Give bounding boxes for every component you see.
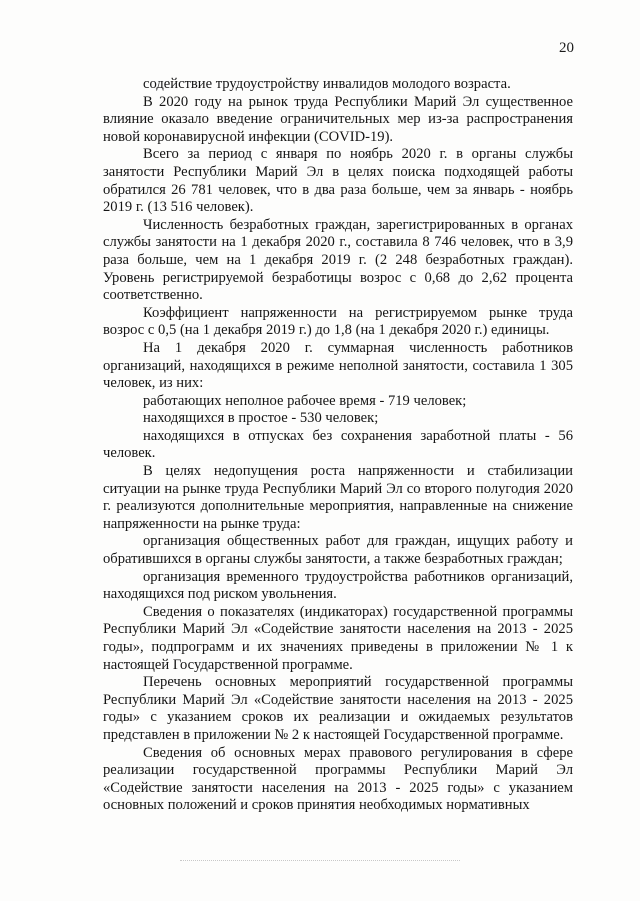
paragraph: Перечень основных мероприятий государственной программы Республики Марий Эл «Содействие занятости населения на 2013 - 2025 годы» с указанием сроков их реализации и ожидаемых результатов представлен в приложении № 2 к настоящей Государственной программе. <box>103 674 573 743</box>
scan-artifact-line <box>180 860 460 863</box>
page-number: 20 <box>559 40 574 56</box>
document-body <box>103 76 573 815</box>
list-item: организация общественных работ для граждан, ищущих работу и обратившихся в органы службы занятости, а также безработных граждан; <box>103 533 573 568</box>
paragraph: В 2020 году на рынок труда Республики Марий Эл существенное влияние оказало введение ограничительных мер из-за распространения новой коронавирусной инфекции (COVID-19). <box>103 93 573 145</box>
paragraph: Коэффициент напряженности на регистрируемом рынке труда возрос с 0,5 (на 1 декабря 2019 г.) до 1,8 (на 1 декабря 2020 г.) единицы. <box>103 304 573 339</box>
list-item: находящихся в отпусках без сохранения заработной платы - 56 человек. <box>103 427 573 462</box>
paragraph: Сведения об основных мерах правового регулирования в сфере реализации государственной программы Республики Марий Эл «Содействие занятости населения на 2013 - 2025 годы» с указанием основных положений и сроков принятия необходимых нормативных <box>103 744 573 814</box>
paragraph: В целях недопущения роста напряженности и стабилизации ситуации на рынке труда Республики Марий Эл со второго полугодия 2020 г. реализуются дополнительные мероприятия, направленные на снижение напряженности на рынке труда: <box>103 463 573 532</box>
paragraph: Сведения о показателях (индикаторах) государственной программы Республики Марий Эл «Содействие занятости населения на 2013 - 2025 годы», подпрограмм и их значениях приведены в приложении № 1 к настоящей Государственной программе. <box>103 603 573 673</box>
list-item: организация временного трудоустройства работников организаций, находящихся под риском увольнения. <box>103 568 573 603</box>
list-item: находящихся в простое - 530 человек; <box>143 410 379 427</box>
paragraph: Всего за период с января по ноябрь 2020 г. в органы службы занятости Республики Марий Эл в целях поиска подходящей работы обратился 26 781 человек, что в два раза больше, чем за январь - ноябрь 2019 г. (13 516 человек). <box>103 146 573 216</box>
paragraph: На 1 декабря 2020 г. суммарная численность работников организаций, находящихся в режиме неполной занятости, составила 1 305 человек, из них: <box>103 339 573 392</box>
paragraph: Численность безработных граждан, зарегистрированных в органах службы занятости на 1 декабря 2020 г., составила 8 746 человек, что в 3,9 раза больше, чем на 1 декабря 2019 г. (2 248 безработных граждан). Уровень регистрируемой безработицы возрос с 0,68 до 2,62 процента соответственно. <box>103 216 573 304</box>
paragraph: содействие трудоустройству инвалидов молодого возраста. <box>143 76 511 92</box>
list-item: работающих неполное рабочее время - 719 человек; <box>143 392 467 409</box>
